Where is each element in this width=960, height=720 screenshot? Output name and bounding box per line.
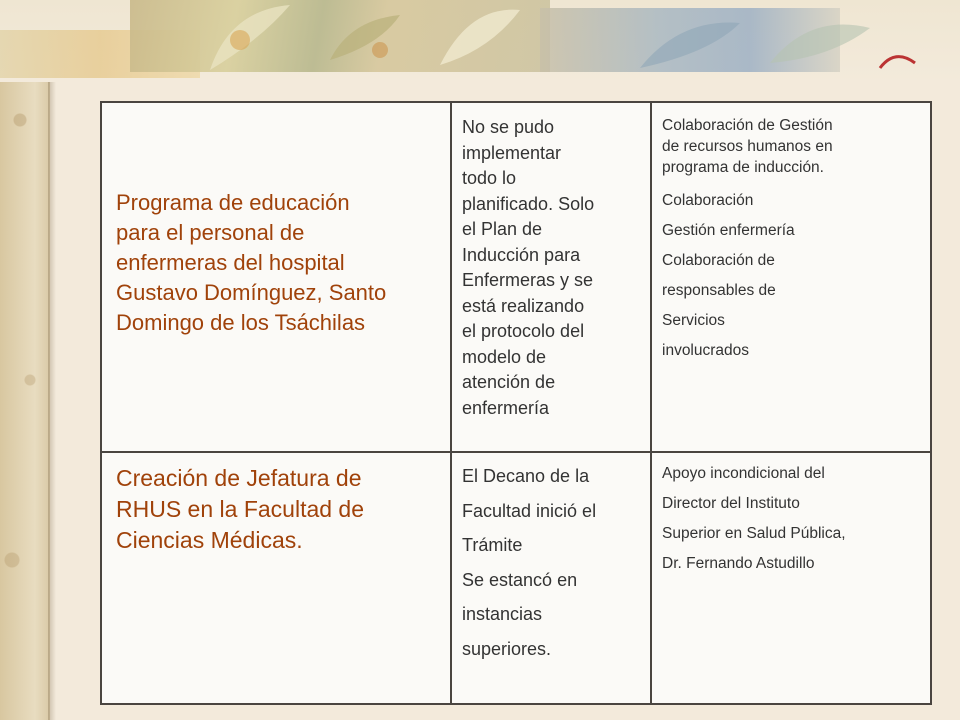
program-line: RHUS en la Facultad de [116,496,365,522]
status-line: implementar [462,142,562,163]
support-line: Servicios [662,312,725,329]
program-line: Domingo de los Tsáchilas [116,310,366,335]
status-line: No se pudo [462,117,555,137]
program-cell [101,452,451,704]
leaf-motif-icon [150,0,570,80]
status-line: superiores. [462,638,552,659]
support-cell [651,452,931,704]
support-heading-line: de recursos humanos en [662,138,833,155]
table-row [101,452,931,704]
support-cell [651,102,931,452]
table-row [101,102,931,452]
status-line: todo lo [462,168,517,188]
decorative-banner [0,0,960,82]
program-line: enfermeras del hospital [116,250,345,275]
support-line: Colaboración de [662,252,775,269]
status-line: Trámite [462,535,523,555]
status-line: está realizando [462,295,585,316]
parchment-shadow [48,0,56,720]
status-line: instancias [462,604,543,624]
status-line: Se estancó en [462,569,578,590]
status-cell [451,452,651,704]
status-line: modelo de [462,346,547,367]
status-cell [451,102,651,452]
support-line: Superior en Salud Pública, [662,525,846,542]
status-line: el Plan de [462,219,543,239]
support-heading-line: programa de inducción. [662,159,824,176]
program-line: Gustavo Domínguez, Santo [116,280,387,305]
status-line: Inducción para [462,244,581,265]
support-line: Dr. Fernando Astudillo [662,555,815,572]
program-line: Ciencias Médicas. [116,527,303,553]
support-line: Apoyo incondicional del [662,465,825,482]
status-line: enfermería [462,397,550,418]
support-line: Director del Instituto [662,495,800,512]
program-line: Programa de educación [116,190,350,215]
program-line: para el personal de [116,220,305,245]
program-cell [101,102,451,452]
support-line: involucrados [662,342,750,359]
foliage-motif-icon [620,8,920,78]
status-line: Enfermeras y se [462,270,594,290]
support-line: Gestión enfermería [662,222,795,239]
support-heading-line: Colaboración de Gestión [662,117,833,134]
status-line: planificado. Solo [462,193,595,214]
status-line: el protocolo del [462,321,585,341]
program-line: Creación de Jefatura de [116,465,362,491]
status-line: atención de [462,372,556,392]
status-line: El Decano de la [462,466,590,486]
support-line: responsables de [662,282,776,299]
status-line: Facultad inició el [462,500,597,521]
program-table [100,101,932,705]
parchment-edge [0,0,50,720]
support-line: Colaboración [662,192,754,209]
